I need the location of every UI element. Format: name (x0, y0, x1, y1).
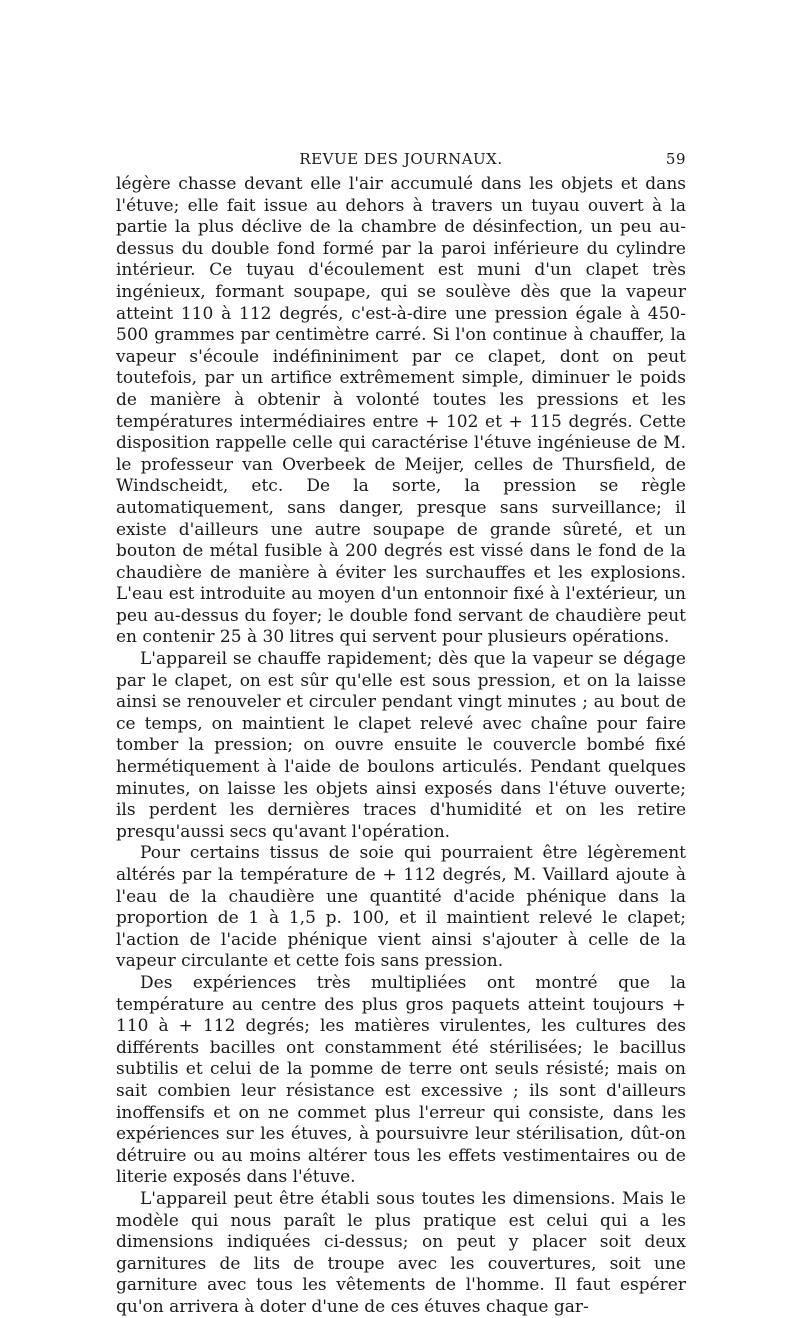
paragraph: Des expériences très multipliées ont montré que la température au centre des plus gros paquets atteint toujours + 110 à + 112 degrés; les matières virulentes, les cultures des différents bacilles ont constamment été stérilisées; le bacillus subtilis et celui de la pomme de terre ont seuls résisté; mais on sait combien leur résistance est excessive ; ils sont d'ailleurs inoffensifs et on ne commet plus l'erreur qui consiste, dans les expériences sur les étuves, à poursuivre leur stérilisation, dût-on détruire ou au moins altérer tous les effets vestimentaires ou de literie exposés dans l'étuve. (116, 972, 686, 1188)
running-title: REVUE DES JOURNAUX. (299, 150, 503, 168)
document-page (116, 146, 686, 1318)
paragraph: L'appareil se chauffe rapidement; dès que la vapeur se dégage par le clapet, on est sûr qu'elle est sous pression, et on la laisse ainsi se renouveler et circuler pendant vingt minutes ; au bout de ce temps, on maintient le clapet relevé avec chaîne pour faire tomber la pression; on ouvre ensuite le couvercle bombé fixé hermétiquement à l'aide de boulons articulés. Pendant quelques minutes, on laisse les objets ainsi exposés dans l'étuve ouverte; ils perdent les dernières traces d'humidité et on les retire presqu'aussi secs qu'avant l'opération. (116, 649, 686, 842)
paragraph: L'appareil peut être établi sous toutes les dimensions. Mais le modèle qui nous paraît le plus pratique est celui qui a les dimensions indiquées ci-dessus; on peut y placer soit deux garnitures de lits de troupe avec les couvertures, soit une garniture avec tous les vêtements de l'homme. Il faut espérer qu'on arrivera à doter d'une de ces étuves chaque gar- (116, 1188, 686, 1317)
page-number: 59 (665, 150, 686, 168)
running-header (116, 146, 686, 174)
paragraph: Pour certains tissus de soie qui pourraient être légèrement altérés par la température de + 112 degrés, M. Vaillard ajoute à l'eau de la chaudière une quantité d'acide phénique dans la proportion de 1 à 1,5 p. 100, et il maintient relevé le clapet; l'action de l'acide phénique vient ainsi s'ajouter à celle de la vapeur circulante et cette fois sans pression. (116, 843, 686, 972)
body-text (116, 174, 686, 1318)
paragraph: légère chasse devant elle l'air accumulé dans les objets et dans l'étuve; elle fait issue au dehors à travers un tuyau ouvert à la partie la plus déclive de la chambre de désinfection, un peu au-dessus du double fond formé par la paroi inférieure du cylindre intérieur. Ce tuyau d'écoulement est muni d'un clapet très ingénieux, formant soupape, qui se soulève dès que la vapeur atteint 110 à 112 degrés, c'est-à-dire une pression égale à 450-500 grammes par centimètre carré. Si l'on continue à chauffer, la vapeur s'écoule indéfininiment par ce clapet, dont on peut toutefois, par un artifice extrêmement simple, diminuer le poids de manière à obtenir à volonté toutes les pressions et les températures intermédiaires entre + 102 et + 115 degrés. Cette disposition rappelle celle qui caractérise l'étuve ingénieuse de M. le professeur van Overbeek de Meijer, celles de Thursfield, de Windscheidt, etc. De la sorte, la pression se règle automatiquement, sans danger, presque sans surveillance; il existe d'ailleurs une autre soupape de grande sûreté, et un bouton de métal fusible à 200 degrés est vissé dans le fond de la chaudière de manière à éviter les surchauffes et les explosions. L'eau est introduite au moyen d'un entonnoir fixé à l'extérieur, un peu au-dessus du foyer; le double fond servant de chaudière peut en contenir 25 à 30 litres qui servent pour plusieurs opérations. (116, 174, 686, 648)
